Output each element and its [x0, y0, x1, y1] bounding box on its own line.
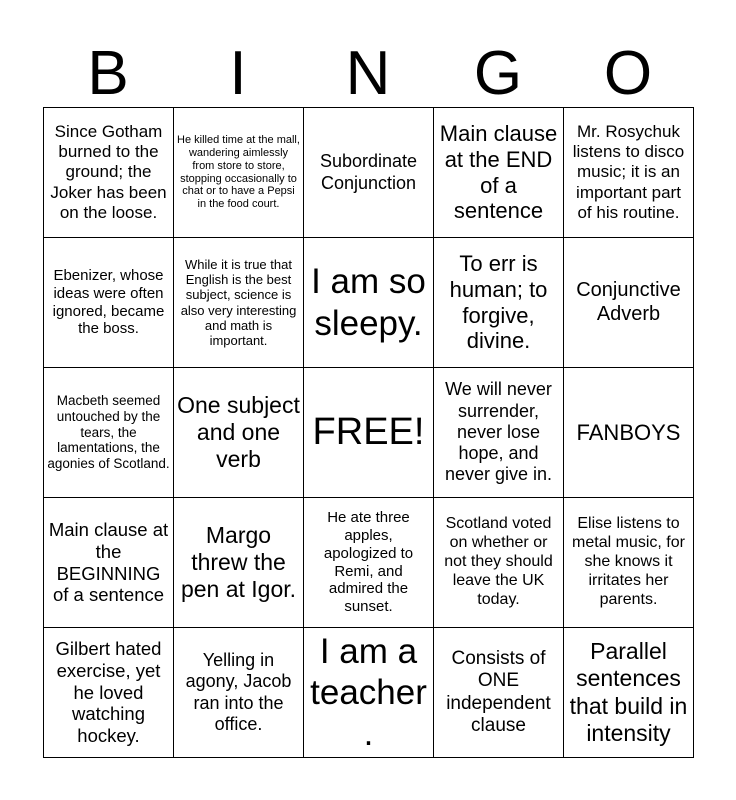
bingo-cell[interactable]: Conjunctive Adverb — [564, 238, 694, 368]
bingo-cell[interactable]: While it is true that English is the best subject, science is also very interesting and math is important. — [174, 238, 304, 368]
bingo-cell[interactable]: I am so sleepy. — [304, 238, 434, 368]
bingo-cell[interactable]: One subject and one verb — [174, 368, 304, 498]
bingo-cell[interactable]: Margo threw the pen at Igor. — [174, 498, 304, 628]
bingo-cell[interactable]: Since Gotham burned to the ground; the Joker has been on the loose. — [44, 108, 174, 238]
bingo-cell[interactable]: We will never surrender, never lose hope, and never give in. — [434, 368, 564, 498]
bingo-cell[interactable]: FANBOYS — [564, 368, 694, 498]
bingo-cell[interactable]: I am a teacher. — [304, 628, 434, 758]
bingo-cell[interactable]: Consists of ONE independent clause — [434, 628, 564, 758]
bingo-cell[interactable]: Elise listens to metal music, for she knows it irritates her parents. — [564, 498, 694, 628]
bingo-cell[interactable]: Macbeth seemed untouched by the tears, the lamentations, the agonies of Scotland. — [44, 368, 174, 498]
title-letter-g: G — [473, 39, 523, 108]
free-space[interactable]: FREE! — [304, 368, 434, 498]
bingo-cell[interactable]: Main clause at the BEGINNING of a sentence — [44, 498, 174, 628]
bingo-cell[interactable]: Subordinate Conjunction — [304, 108, 434, 238]
bingo-cell[interactable]: Gilbert hated exercise, yet he loved watching hockey. — [44, 628, 174, 758]
bingo-cell[interactable]: He ate three apples, apologized to Remi, and admired the sunset. — [304, 498, 434, 628]
title-letter-b: B — [87, 39, 129, 108]
bingo-row — [44, 628, 694, 758]
bingo-cell[interactable]: Mr. Rosychuk listens to disco music; it is an important part of his routine. — [564, 108, 694, 238]
bingo-cell[interactable]: To err is human; to forgive, divine. — [434, 238, 564, 368]
bingo-cell[interactable]: Main clause at the END of a sentence — [434, 108, 564, 238]
bingo-row — [44, 238, 694, 368]
bingo-cell[interactable]: Scotland voted on whether or not they should leave the UK today. — [434, 498, 564, 628]
bingo-cell[interactable]: He killed time at the mall, wandering aimlessly from store to store, stopping occasionally to chat or to have a Pepsi in the food court. — [174, 108, 304, 238]
bingo-card — [43, 107, 694, 758]
bingo-cell[interactable]: Yelling in agony, Jacob ran into the office. — [174, 628, 304, 758]
bingo-cell[interactable]: Ebenizer, whose ideas were often ignored, became the boss. — [44, 238, 174, 368]
bingo-cell[interactable]: Parallel sentences that build in intensity — [564, 628, 694, 758]
bingo-row — [44, 498, 694, 628]
bingo-row — [44, 108, 694, 238]
bingo-row — [44, 368, 694, 498]
title-letter-i: I — [229, 39, 247, 108]
bingo-title — [43, 40, 693, 108]
title-letter-n: N — [345, 39, 391, 108]
title-letter-o: O — [603, 39, 653, 108]
